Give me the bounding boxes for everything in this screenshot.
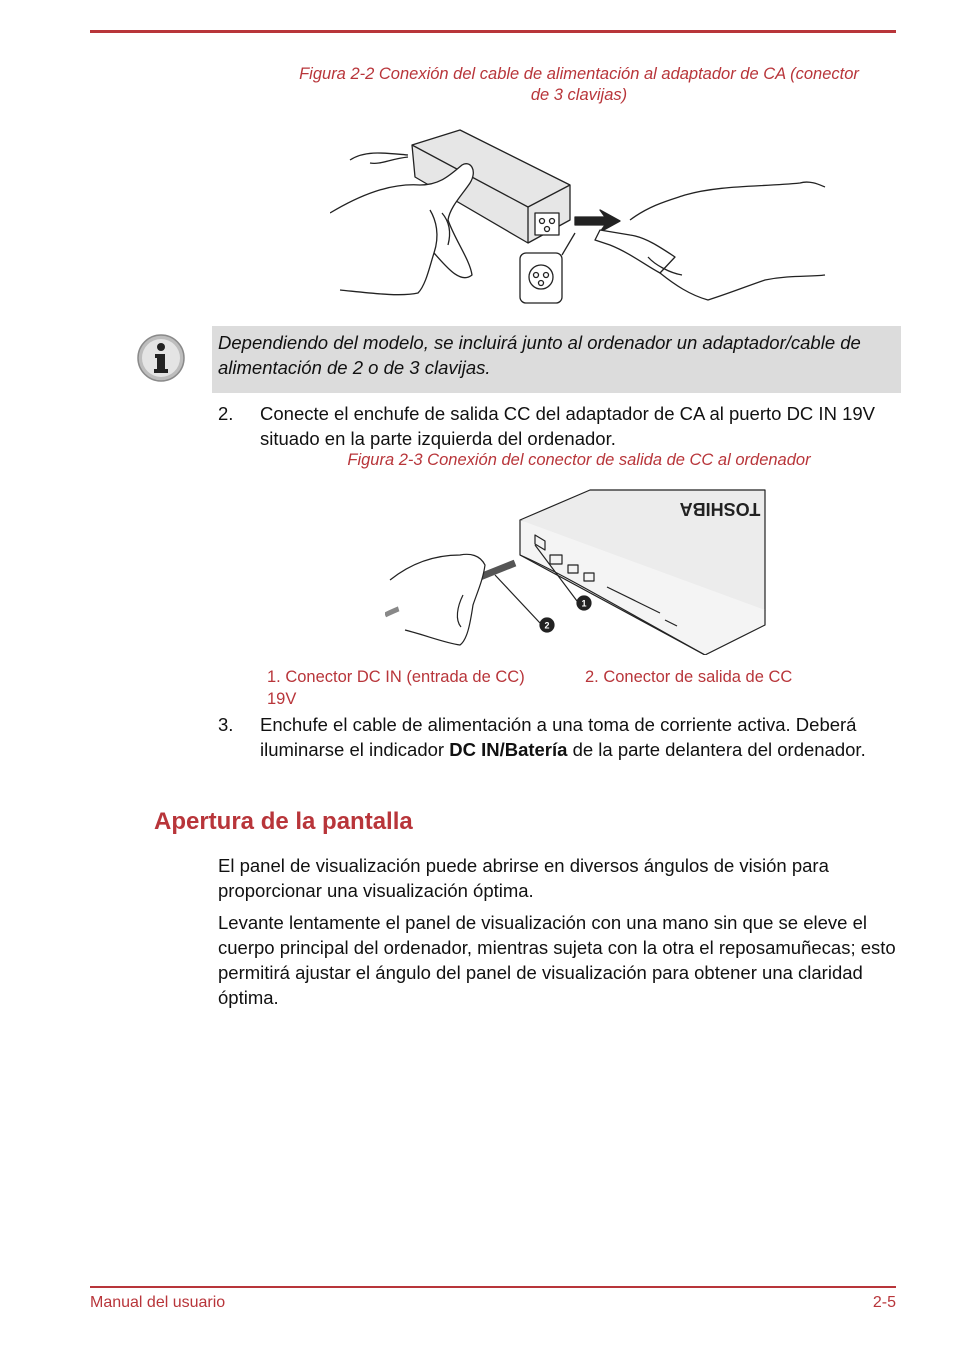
header-rule xyxy=(90,30,896,33)
callout-1: 1 xyxy=(581,598,587,609)
step-3-text xyxy=(260,712,902,762)
figure-2-2-caption-line2: de 3 clavijas) xyxy=(530,86,628,104)
footer-title: Manual del usuario xyxy=(90,1294,226,1311)
legend-item-1-line2: 19V xyxy=(267,690,297,708)
step-2-number: 2. xyxy=(218,403,234,424)
step-3-text-before: Enchufe el cable de alimentación a una toma de corriente activa. Deberá iluminarse el indicador xyxy=(260,714,857,760)
figure-2-3-illustration xyxy=(385,485,770,655)
section-paragraph-1: El panel de visualización puede abrirse en diversos ángulos de visión para proporcionar una visualización óptima. xyxy=(218,855,829,901)
legend-item-1-line1: 1. Conector DC IN (entrada de CC) xyxy=(267,668,525,686)
section-paragraph-2: Levante lentamente el panel de visualización con una mano sin que se eleve el cuerpo principal del ordenador, mientras sujeta con la otra el reposamuñecas; esto permitirá ajustar el ángulo del panel de visualización para obtener una claridad óptima. xyxy=(218,912,896,1008)
footer-rule xyxy=(90,1286,896,1288)
figure-2-3-caption: Figura 2-3 Conexión del conector de salida de CC al ordenador xyxy=(347,451,811,469)
section-heading: Apertura de la pantalla xyxy=(154,808,413,835)
legend-item-1 xyxy=(267,666,567,710)
figure-2-2-caption-line1: Figura 2-2 Conexión del cable de alimentación al adaptador de CA (conector xyxy=(299,65,859,83)
step-3-indicator-name: DC IN/Batería xyxy=(449,739,568,760)
figure-2-2-caption xyxy=(262,64,896,106)
figure-2-2-illustration xyxy=(330,125,830,310)
info-icon xyxy=(136,333,186,383)
callout-2: 2 xyxy=(544,620,550,631)
page-number: 2-5 xyxy=(872,1294,896,1311)
step-2-text: Conecte el enchufe de salida CC del adaptador de CA al puerto DC IN 19V situado en la parte izquierda del ordenador. xyxy=(260,403,875,449)
step-3-text-after: de la parte delantera del ordenador. xyxy=(567,739,866,760)
note-text: Dependiendo del modelo, se incluirá junto al ordenador un adaptador/cable de alimentación de 2 o de 3 clavijas. xyxy=(218,332,861,378)
legend-item-2: 2. Conector de salida de CC xyxy=(585,668,793,686)
laptop-logo: TOSHIBA xyxy=(679,499,761,519)
step-3-number: 3. xyxy=(218,714,234,735)
